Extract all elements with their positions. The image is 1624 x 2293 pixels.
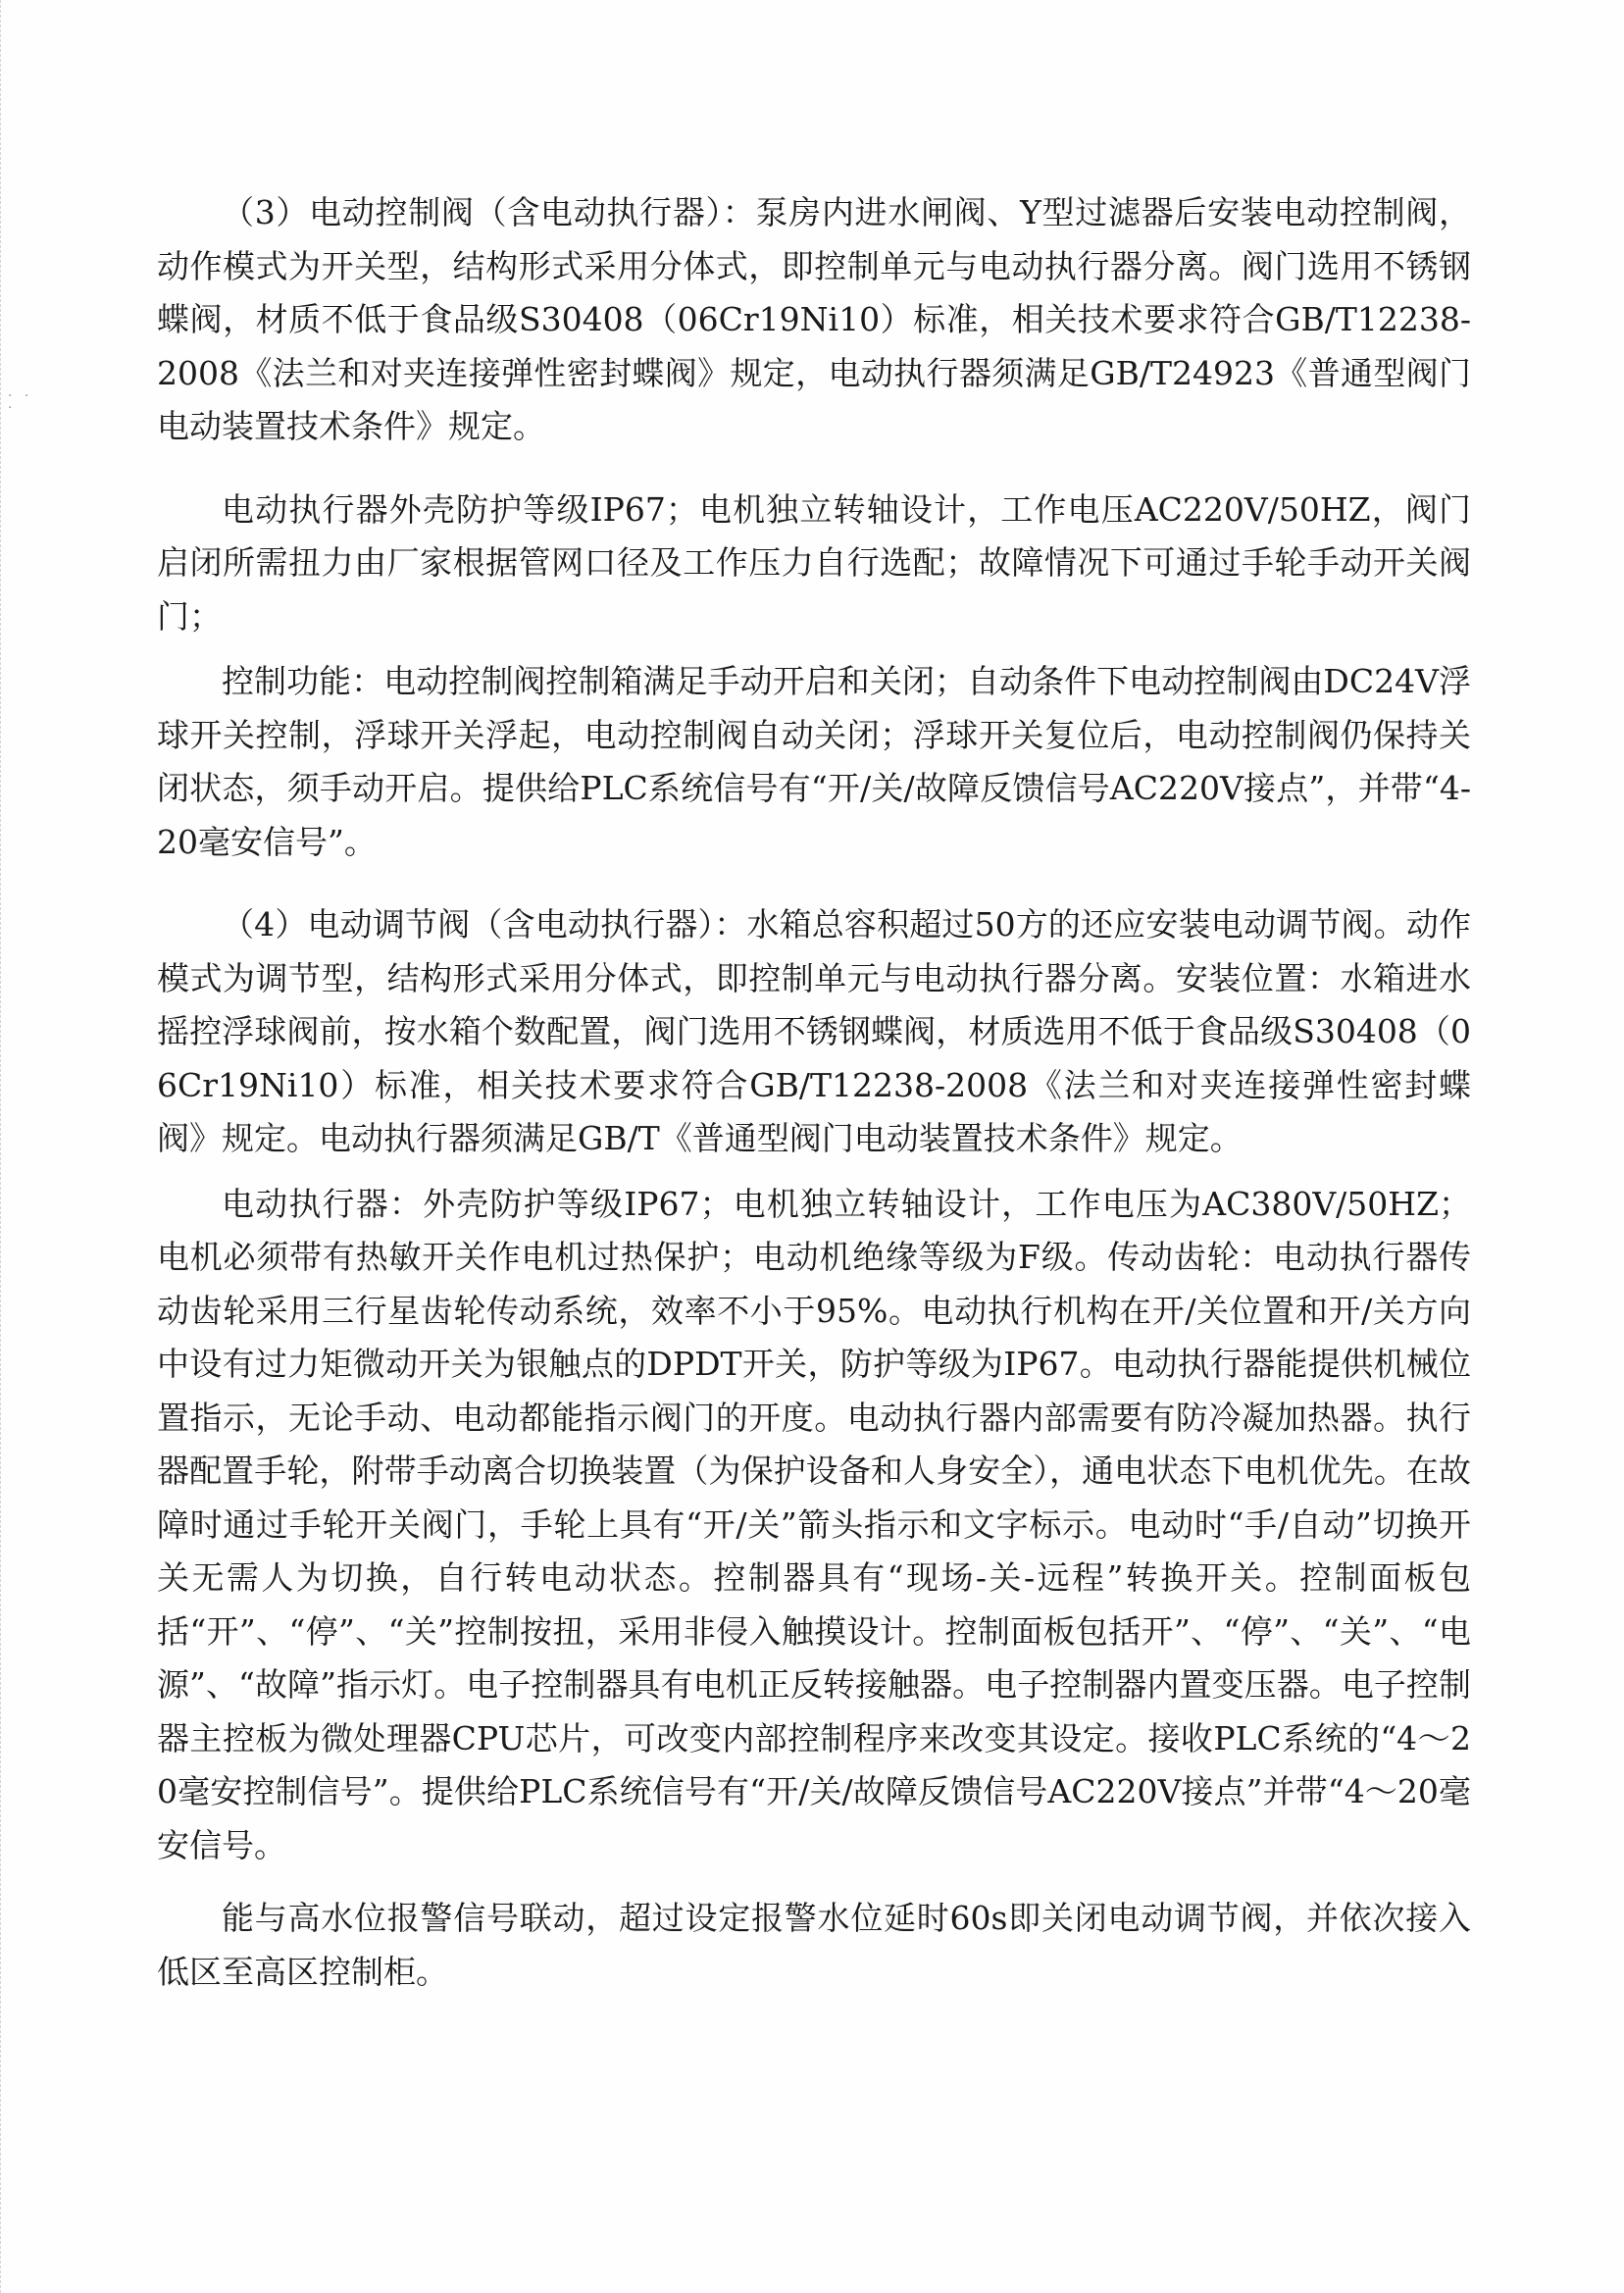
paragraph-actuator-specs: 电动执行器：外壳防护等级IP67；电机独立转轴设计，工作电压为AC380V/50HZ；电机必须带有热敏开关作电机过热保护；电动机绝缘等级为F级。传动齿轮：电动执行器传动齿轮采用三行星齿轮传动系统，效率不小于95%。电动执行机构在开/关位置和开/关方向中设有过力矩微动开关为银触点的DPDT开关，防护等级为IP67。电动执行器能提供机械位置指示，无论手动、电动都能指示阀门的开度。电动执行器内部需要有防冷凝加热器。执行器配置手轮，附带手动离合切换装置（为保护设备和人身安全），通电状态下电机优先。在故障时通过手轮开关阀门，手轮上具有“开/关”箭头指示和文字标示。电动时“手/自动”切换开关无需人为切换，自行转电动状态。控制器具有“现场-关-远程”转换开关。控制面板包括“开”、“停”、“关”控制按扭，采用非侵入触摸设计。控制面板包括开”、“停”、“关”、“电源”、“故障”指示灯。电子控制器具有电机正反转接触器。电子控制器内置变压器。电子控制器主控板为微处理器CPU芯片，可改变内部控制程序来改变其设定。接收PLC系统的“4～20毫安控制信号”。提供给PLC系统信号有“开/关/故障反馈信号AC220V接点”并带“4～20毫安信号。 — [157, 1184, 1471, 1864]
paragraph-actuator-protection: 电动执行器外壳防护等级IP67；电机独立转轴设计，工作电压AC220V/50HZ，阀门启闭所需扭力由厂家根据管网口径及工作压力自行选配；故障情况下可通过手轮手动开关阀门； — [157, 489, 1471, 636]
document-body — [157, 186, 1471, 1999]
scan-speck-artifact: · · · — [8, 388, 33, 416]
scan-edge-artifact — [0, 0, 7, 2293]
paragraph-control-function: 控制功能：电动控制阀控制箱满足手动开启和关闭；自动条件下电动控制阀由DC24V浮球开关控制，浮球开关浮起，电动控制阀自动关闭；浮球开关复位后，电动控制阀仍保持关闭状态，须手动开启。提供给PLC系统信号有“开/关/故障反馈信号AC220V接点”，并带“4-20毫安信号”。 — [157, 662, 1471, 861]
paragraph-high-water-alarm: 能与高水位报警信号联动，超过设定报警水位延时60s即关闭电动调节阀，并依次接入低区至高区控制柜。 — [157, 1899, 1471, 1991]
paragraph-electric-control-valve: （3）电动控制阀（含电动执行器）：泵房内进水闸阀、Y型过滤器后安装电动控制阀，动作模式为开关型，结构形式采用分体式，即控制单元与电动执行器分离。阀门选用不锈钢蝶阀，材质不低于食品级S30408（06Cr19Ni10）标准，相关技术要求符合GB/T12238-2008《法兰和对夹连接弹性密封蝶阀》规定，电动执行器须满足GB/T24923《普通型阀门电动装置技术条件》规定。 — [157, 193, 1471, 445]
paragraph-electric-regulating-valve: （4）电动调节阀（含电动执行器）：水箱总容积超过50方的还应安装电动调节阀。动作模式为调节型，结构形式采用分体式，即控制单元与电动执行器分离。安装位置：水箱进水摇控浮球阀前，按水箱个数配置，阀门选用不锈钢蝶阀，材质选用不低于食品级S30408（06Cr19Ni10）标准，相关技术要求符合GB/T12238-2008《法兰和对夹连接弹性密封蝶阀》规定。电动执行器须满足GB/T《普通型阀门电动装置技术条件》规定。 — [157, 905, 1471, 1157]
